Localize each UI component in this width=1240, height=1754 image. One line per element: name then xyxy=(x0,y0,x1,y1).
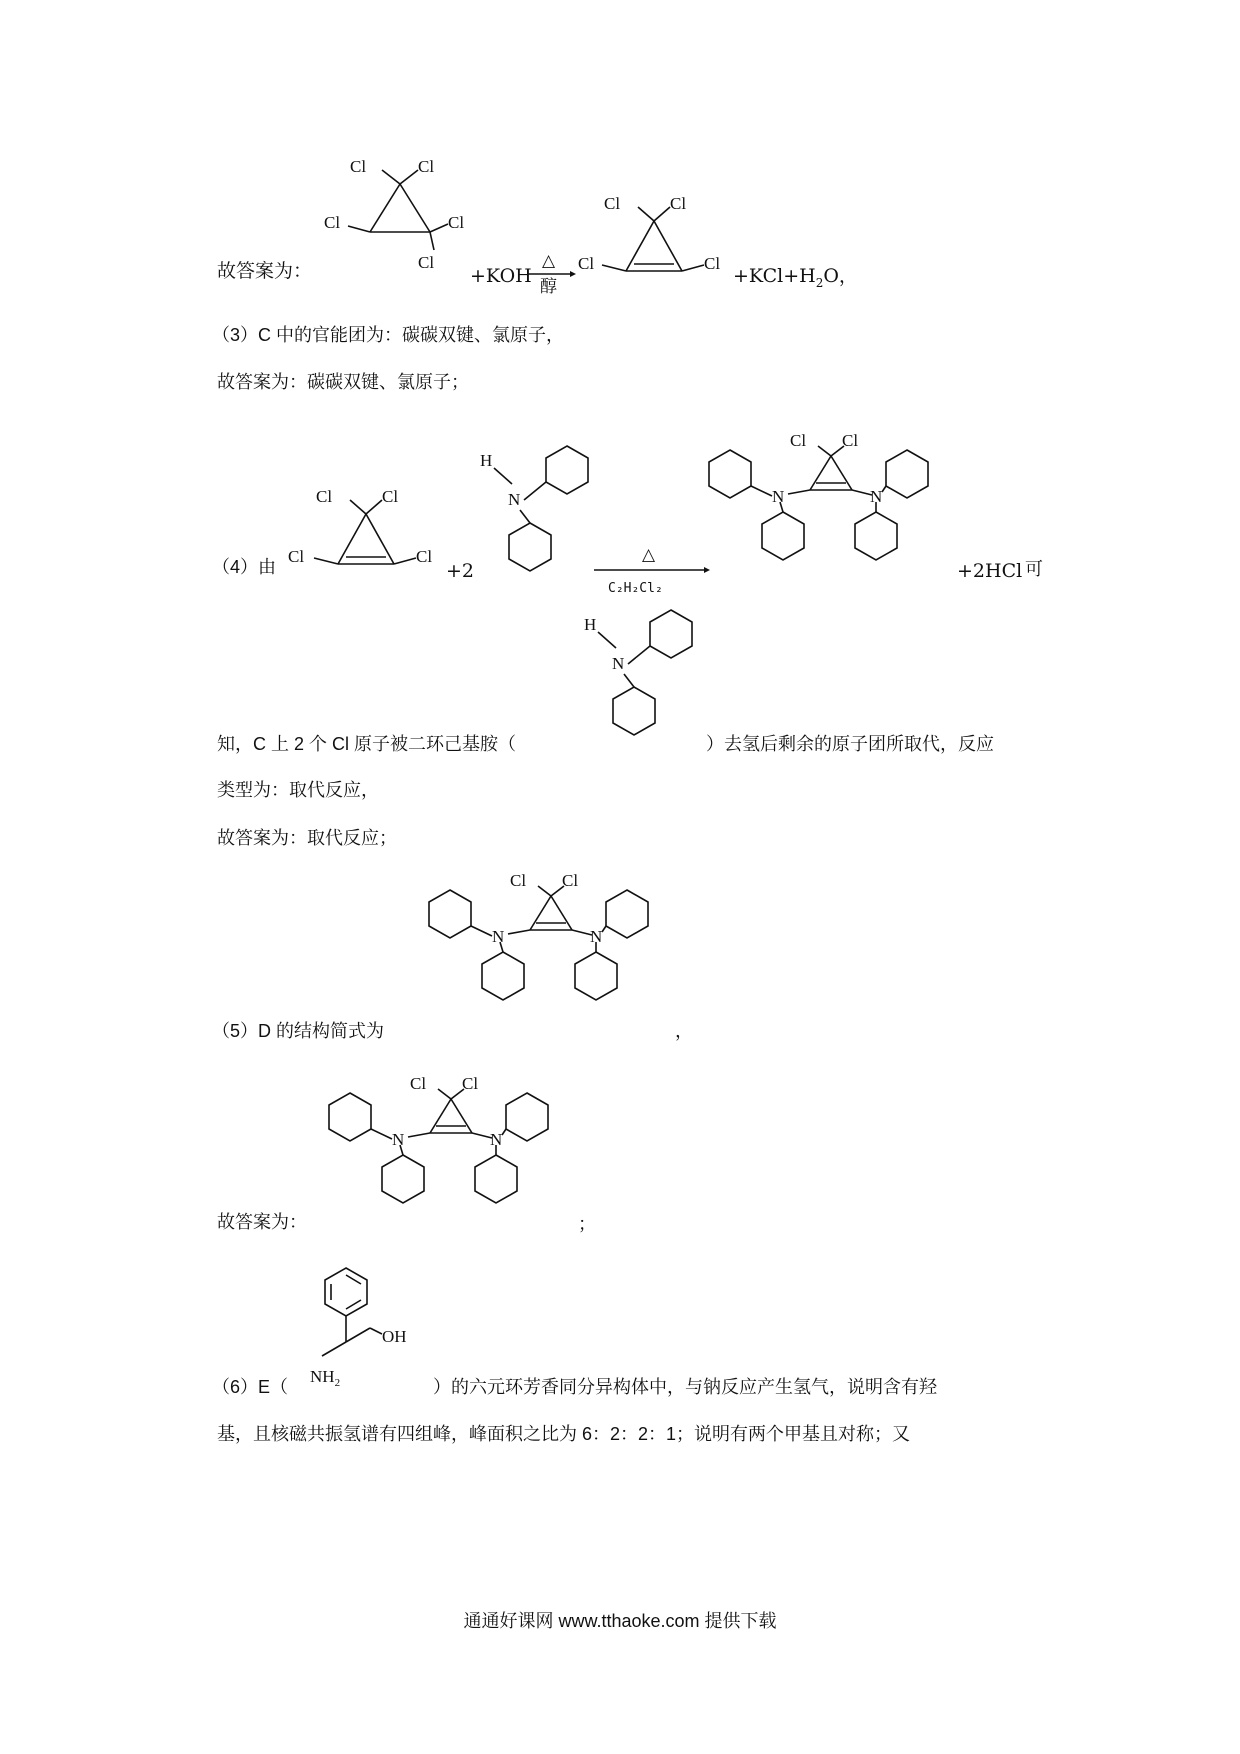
cl-atom: Cl xyxy=(462,1074,479,1093)
cl-atom: Cl xyxy=(350,157,367,176)
step3-text: （3）C 中的官能团为：碳碳双键、氯原子， xyxy=(212,325,565,345)
cl-atom: Cl xyxy=(562,871,579,890)
n-atom: N xyxy=(870,487,883,506)
cl-atom: Cl xyxy=(418,253,435,272)
cl-atom: Cl xyxy=(410,1074,427,1093)
cl-atom: Cl xyxy=(382,487,399,506)
cl-atom: Cl xyxy=(416,547,433,566)
n-atom: N xyxy=(392,1130,405,1149)
product-d-structure xyxy=(320,1074,580,1223)
cl-atom: Cl xyxy=(578,254,595,273)
product-d-structure xyxy=(420,871,680,1020)
cl-atom: Cl xyxy=(670,194,687,213)
cl-atom: Cl xyxy=(316,487,333,506)
step4-coefficient: +2 xyxy=(446,560,475,582)
step4-byproduct: +2HCl xyxy=(957,560,1023,582)
condition-heat: △ xyxy=(542,251,556,270)
h-atom: H xyxy=(480,451,493,470)
cl-atom: Cl xyxy=(324,213,341,232)
step6-prefix: （6）E（ xyxy=(212,1377,289,1397)
reagent-koh: +KOH xyxy=(470,265,532,287)
trichlorocyclopropene-structure xyxy=(286,488,446,578)
step6-line2: 基，且核磁共振氢谱有四组峰，峰面积之比为 6：2：2：1；说明有两个甲基且对称；又 xyxy=(217,1424,911,1444)
step5-answer-label: 故答案为： xyxy=(217,1212,307,1232)
cl-atom: Cl xyxy=(510,871,527,890)
step6-line1: ）的六元环芳香同分异构体中，与钠反应产生氢气，说明含有羟 xyxy=(433,1377,937,1397)
step4-answer: 故答案为：取代反应； xyxy=(217,828,397,848)
step4-line2a: 知，C 上 2 个 Cl 原子被二环己基胺（ xyxy=(217,734,517,754)
tetrachlorocyclopropane-structure xyxy=(310,150,470,280)
n-atom: N xyxy=(508,490,521,509)
cl-atom: Cl xyxy=(790,431,807,450)
step4-line3: 类型为：取代反应， xyxy=(217,780,379,800)
step5-comma: ， xyxy=(675,1021,693,1041)
step4-ke: 可 xyxy=(1025,559,1043,579)
h-atom: H xyxy=(584,615,597,634)
cl-atom: Cl xyxy=(704,254,721,273)
oh-group: OH xyxy=(382,1327,407,1346)
condition-solvent: 醇 xyxy=(540,277,557,296)
product-d-structure xyxy=(700,431,960,580)
condition-solvent: C₂H₂Cl₂ xyxy=(608,581,663,596)
step3-answer: 故答案为：碳碳双键、氯原子； xyxy=(217,372,469,392)
condition-heat: △ xyxy=(642,545,656,564)
dicyclohexylamine-structure xyxy=(470,440,600,590)
step5-text: （5）D 的结构简式为 xyxy=(212,1021,385,1041)
n-atom: N xyxy=(492,927,505,946)
cl-atom: Cl xyxy=(604,194,621,213)
n-atom: N xyxy=(590,927,603,946)
cl-atom: Cl xyxy=(418,157,435,176)
reaction-arrow xyxy=(526,246,576,294)
compound-e-structure xyxy=(300,1262,440,1390)
reaction-arrow xyxy=(592,540,712,600)
step4-line2b: ）去氢后剩余的原子团所取代，反应 xyxy=(706,734,994,754)
trichlorocyclopropene-structure xyxy=(574,195,734,285)
page-footer: 通通好课网 www.tthaoke.com 提供下载 xyxy=(463,1611,777,1631)
cl-atom: Cl xyxy=(842,431,859,450)
step5-semicolon: ； xyxy=(578,1214,596,1234)
cl-atom: Cl xyxy=(288,547,305,566)
n-atom: N xyxy=(772,487,785,506)
step4-prefix: （4）由 xyxy=(212,557,277,577)
reaction-products: $+KCl+H_2O$， xyxy=(733,265,858,290)
n-atom: N xyxy=(612,654,625,673)
cl-atom: Cl xyxy=(448,213,465,232)
n-atom: N xyxy=(490,1130,503,1149)
answer-label: 故答案为： xyxy=(217,260,313,282)
dicyclohexylamine-structure xyxy=(574,604,704,754)
nh2-group: $NH_2$ xyxy=(310,1367,341,1389)
